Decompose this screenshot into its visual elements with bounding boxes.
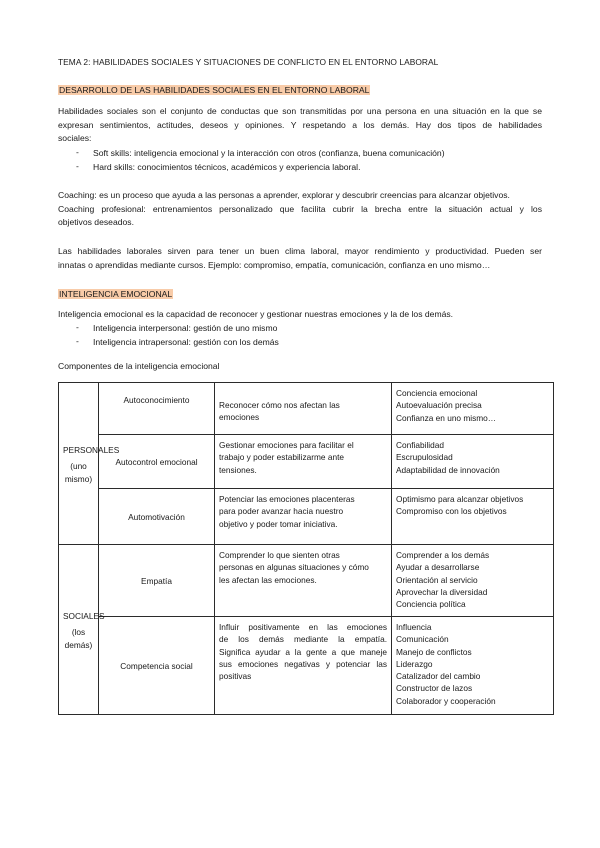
description-line: para poder avanzar hacia nuestro [219, 506, 344, 517]
description-line: personas en algunas situaciones y cómo [219, 562, 369, 573]
components-table [58, 382, 554, 715]
trait-item: Comprender a los demás [396, 550, 490, 560]
trait-item: Optimismo para alcanzar objetivos [396, 494, 524, 504]
description-line: tensiones. [219, 464, 257, 475]
group-sublabel: (uno mismo) [64, 461, 93, 484]
paragraph-habilidades-sociales [58, 105, 542, 146]
component-name: Empatía [141, 576, 172, 587]
trait-item: Adaptabilidad de innovación [396, 464, 500, 475]
description-cell [215, 545, 392, 617]
group-sublabel: (los demás) [64, 627, 93, 650]
paragraph-coaching [58, 189, 542, 230]
group-label: PERSONALES [63, 445, 120, 456]
paragraph-line: sociales: [58, 133, 92, 143]
trait-item: Comunicación [396, 634, 449, 645]
component-name: Autoconocimiento [123, 395, 190, 406]
bullet-intrapersonal: Inteligencia intrapersonal: gestión con los demás [93, 337, 279, 347]
section-heading-inteligencia-text: INTELIGENCIA EMOCIONAL [59, 289, 173, 299]
bullet-marker: - [76, 147, 79, 157]
traits-cell [392, 489, 554, 545]
bullet-marker: - [76, 336, 79, 346]
paragraph-habilidades-laborales [58, 245, 542, 272]
description-line: Gestionar emociones para facilitar el [219, 440, 354, 450]
traits-cell [392, 435, 554, 489]
component-cell [99, 489, 215, 545]
traits-cell [392, 383, 554, 435]
group-label: SOCIALES [63, 611, 105, 622]
section-heading-inteligencia [58, 288, 173, 302]
description-cell [215, 617, 392, 715]
table-caption: Componentes de la inteligencia emocional [58, 361, 220, 371]
component-name: Competencia social [120, 661, 193, 672]
table-row [59, 545, 554, 617]
trait-item: Ayudar a desarrollarse [396, 562, 480, 573]
component-cell [99, 617, 215, 715]
table-row [59, 383, 554, 435]
description-line: de los demás mediante la empatía. [219, 634, 387, 645]
trait-item: Confianza en uno mismo… [396, 412, 497, 423]
description-line: les afectan las emociones. [219, 574, 317, 585]
trait-item: Compromiso con los objetivos [396, 506, 507, 517]
description-cell [215, 435, 392, 489]
component-name: Autocontrol emocional [115, 457, 198, 468]
description-line: Reconocer cómo nos afectan las [219, 400, 340, 410]
paragraph-inteligencia-emocional: Inteligencia emocional es la capacidad de reconocer y gestionar nuestras emociones y la de los demás. [58, 309, 454, 319]
description-line: positivas [219, 671, 252, 682]
section-heading-habilidades [58, 84, 370, 98]
trait-item: Aprovechar la diversidad [396, 586, 488, 597]
trait-item: Colaborador y cooperación [396, 695, 496, 706]
group-cell-personales [59, 383, 120, 545]
bullet-marker: - [76, 161, 79, 171]
component-name: Automotivación [128, 512, 185, 523]
table-row [59, 489, 554, 545]
component-cell [99, 435, 215, 489]
paragraph-line: expresan sentimientos, actitudes, deseos y opiniones. Y respetando a los demás. Hay dos tipos de habilidades [58, 119, 542, 130]
traits-cell [392, 617, 554, 715]
bullet-soft-skills: Soft skills: inteligencia emocional y la interacción con otros (confianza, buena comunicación) [93, 148, 445, 158]
trait-item: Conciencia emocional [396, 388, 478, 398]
component-cell [99, 383, 215, 435]
trait-item: Autoevaluación precisa [396, 400, 482, 411]
description-line: trabajo y poder estabilizarme ante [219, 452, 344, 463]
paragraph-line: objetivos deseados. [58, 217, 134, 227]
bullet-interpersonal: Inteligencia interpersonal: gestión de uno mismo [93, 323, 278, 333]
document-title: TEMA 2: HABILIDADES SOCIALES Y SITUACIONES DE CONFLICTO EN EL ENTORNO LABORAL [58, 57, 439, 67]
description-line: emociones [219, 412, 260, 423]
paragraph-line: Coaching profesional: entrenamientos personalizado que facilita cubrir la brecha entre la situación actual y los [58, 203, 542, 214]
description-line: Potenciar las emociones placenteras [219, 494, 355, 504]
paragraph-line: innatas o aprendidas mediante cursos. Ejemplo: compromiso, empatía, comunicación, confianza en uno mismo… [58, 259, 491, 270]
trait-item: Orientación al servicio [396, 574, 478, 585]
trait-item: Escrupulosidad [396, 452, 453, 463]
description-line: Significa ayudar a la gente a que maneje [219, 646, 387, 657]
description-cell [215, 489, 392, 545]
bullet-marker: - [76, 322, 79, 332]
trait-item: Catalizador del cambio [396, 671, 481, 682]
trait-item: Liderazgo [396, 658, 433, 669]
description-line: objetivo y poder tomar iniciativa. [219, 518, 338, 529]
paragraph-line: Las habilidades laborales sirven para tener un buen clima laboral, mayor rendimiento y productividad. Pueden ser [58, 246, 542, 256]
trait-item: Confiabilidad [396, 440, 444, 450]
component-cell [99, 545, 215, 617]
group-cell-sociales [59, 545, 105, 715]
trait-item: Manejo de conflictos [396, 646, 472, 657]
trait-item: Conciencia política [396, 599, 466, 610]
paragraph-line: Habilidades sociales son el conjunto de conductas que son transmitidas por una persona en una situación en la que se [58, 106, 542, 116]
trait-item: Influencia [396, 622, 432, 632]
section-heading-habilidades-text: DESARROLLO DE LAS HABILIDADES SOCIALES EN EL ENTORNO LABORAL [59, 85, 370, 95]
table-row [59, 617, 554, 715]
paragraph-line: Coaching: es un proceso que ayuda a las personas a aprender, explorar y descubrir creencias para alcanzar objetivos. [58, 190, 510, 200]
description-line: sus emociones negativas y potenciar las [219, 658, 387, 669]
table-row [59, 435, 554, 489]
traits-cell [392, 545, 554, 617]
trait-item: Constructor de lazos [396, 683, 473, 694]
description-cell [215, 383, 392, 435]
description-line: Influir positivamente en las emociones [219, 622, 387, 632]
bullet-hard-skills: Hard skills: conocimientos técnicos, académicos y experiencia laboral. [93, 162, 361, 172]
description-line: Comprender lo que sienten otras [219, 550, 340, 560]
